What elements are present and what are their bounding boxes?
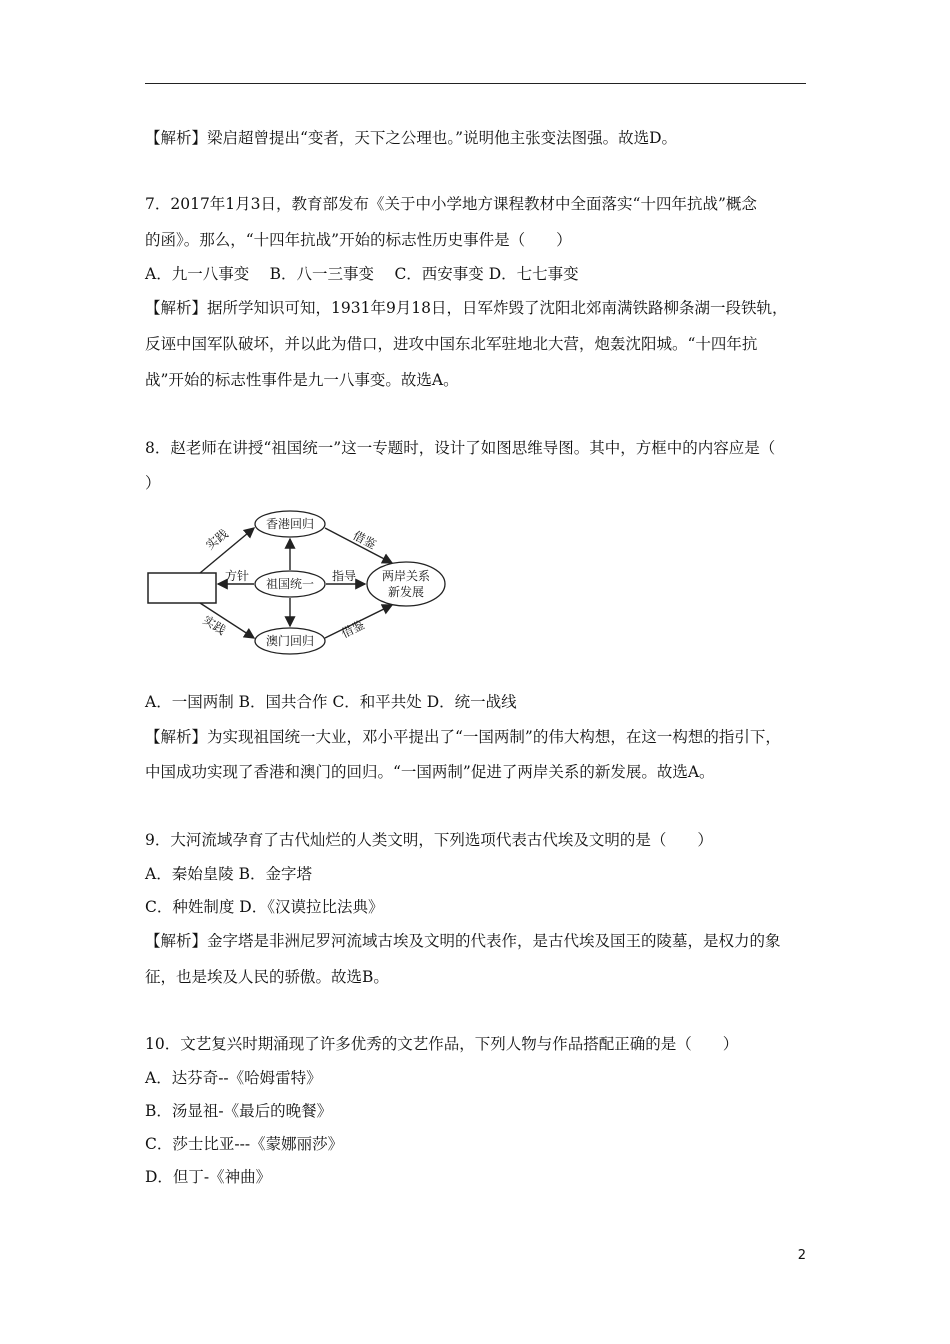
q7-question-line2: 的函》。那么，“十四年抗战”开始的标志性历史事件是（ ） <box>145 231 572 249</box>
q7-question-line1: 7．2017年1月3日，教育部发布《关于中小学地方课程教材中全面落实“十四年抗战”概念 <box>145 195 757 213</box>
cross-strait-label2: 新发展 <box>387 585 425 599</box>
q10-option-a: A．达芬奇--《哈姆雷特》 <box>145 1069 322 1087</box>
q9-options-line1: A．秦始皇陵 B．金字塔 <box>145 865 313 883</box>
q8-options: A．一国两制 B．国共合作 C．和平共处 D．统一战线 <box>145 693 517 711</box>
mind-map-diagram <box>140 498 480 668</box>
answer-box <box>148 573 216 603</box>
borrow-bottom-label: 借鉴 <box>339 617 367 641</box>
q9-explanation-line1: 【解析】金字塔是非洲尼罗河流域古埃及文明的代表作，是古代埃及国王的陵墓，是权力的象 <box>145 932 781 950</box>
q8-question-line1: 8．赵老师在讲授“祖国统一”这一专题时，设计了如图思维导图。其中，方框中的内容应是（ <box>145 439 776 457</box>
q7-explanation-line1: 【解析】据所学知识可知，1931年9月18日，日军炸毁了沈阳北郊南满铁路柳条湖一段铁轨， <box>145 299 788 317</box>
page-number: 2 <box>797 1248 806 1263</box>
q10-option-b: B．汤显祖-《最后的晚餐》 <box>145 1102 333 1120</box>
borrow-top-label: 借鉴 <box>350 528 379 552</box>
q7-options: A．九一八事变 B．八一三事变 C．西安事变 D．七七事变 <box>145 265 579 283</box>
q6-explanation: 【解析】梁启超曾提出“变者，天下之公理也。”说明他主张变法图强。故选D。 <box>145 129 678 147</box>
hk-label: 香港回归 <box>265 517 315 531</box>
practice-bottom-label: 实践 <box>200 612 229 638</box>
cross-strait-label1: 两岸关系 <box>381 569 431 583</box>
practice-top-label: 实践 <box>203 526 231 553</box>
q10-option-c: C．莎士比亚---《蒙娜丽莎》 <box>145 1135 344 1153</box>
q8-explanation-line2: 中国成功实现了香港和澳门的回归。“一国两制”促进了两岸关系的新发展。故选A。 <box>145 763 715 781</box>
q9-explanation-line2: 征，也是埃及人民的骄傲。故选B。 <box>145 968 389 986</box>
q10-option-d: D．但丁-《神曲》 <box>145 1168 272 1186</box>
center-label: 祖国统一 <box>265 577 315 591</box>
header-rule <box>145 83 806 84</box>
q7-explanation-line3: 战”开始的标志性事件是九一八事变。故选A。 <box>145 371 459 389</box>
q9-options-line2: C．种姓制度 D．《汉谟拉比法典》 <box>145 898 384 916</box>
policy-label: 方针 <box>225 569 250 583</box>
macau-label: 澳门回归 <box>265 634 315 648</box>
q7-explanation-line2: 反诬中国军队破坏，并以此为借口，进攻中国东北军驻地北大营，炮轰沈阳城。“十四年抗 <box>145 335 758 353</box>
q8-question-line2: ） <box>145 474 161 492</box>
guide-label: 指导 <box>332 569 357 583</box>
q9-question: 9．大河流域孕育了古代灿烂的人类文明，下列选项代表古代埃及文明的是（ ） <box>145 831 713 849</box>
q10-question: 10．文艺复兴时期涌现了许多优秀的文艺作品，下列人物与作品搭配正确的是（ ） <box>145 1035 739 1053</box>
q8-explanation-line1: 【解析】为实现祖国统一大业，邓小平提出了“一国两制”的伟大构想，在这一构想的指引下， <box>145 728 781 746</box>
